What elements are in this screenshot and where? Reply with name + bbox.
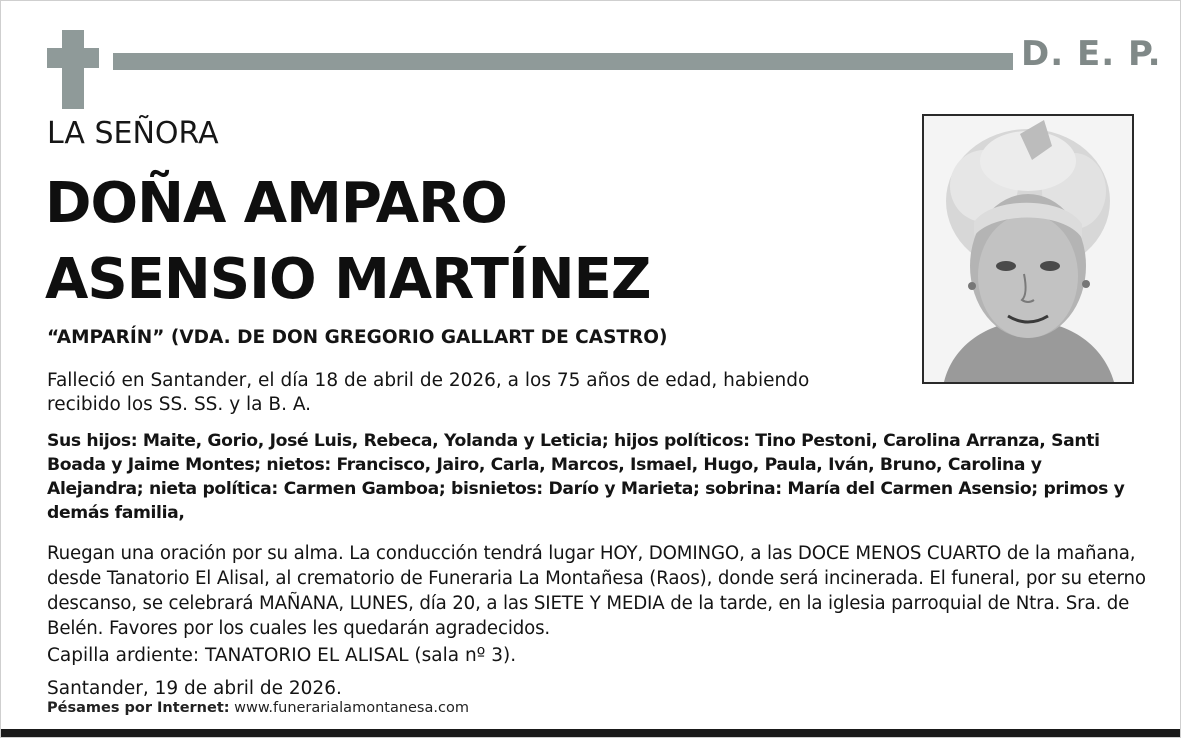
place-date: Santander, 19 de abril de 2026. — [47, 678, 342, 699]
bottom-border — [1, 729, 1181, 738]
death-notice: Falleció en Santander, el día 18 de abril de 2026, a los 75 años de edad, habiendo recibido los SS. SS. y la B. A. — [47, 370, 810, 415]
nickname-subtitle: “AMPARÍN” (VDA. DE DON GREGORIO GALLART DE CASTRO) — [47, 327, 668, 348]
condolences-url[interactable]: www.funerarialamontanesa.com — [234, 700, 469, 716]
family-list: Sus hijos: Maite, Gorio, José Luis, Rebeca, Yolanda y Leticia; hijos políticos: Tino Pestoni, Carolina Arranza, Santi Boada y Jaime Montes; nietos: Francisco, Jairo, Carla, Marcos, Ismael, Hugo, Paula, Iván, Bruno, Carolina y Alejandra; nieta política: Carmen Gamboa; bisnietos: Darío y Marieta; sobrina: María del Carmen Asensio; primos y demás familia, — [47, 431, 1125, 523]
condolences-label: Pésames por Internet: — [47, 700, 230, 716]
portrait-image — [924, 116, 1132, 382]
name-line-2: ASENSIO MARTÍNEZ — [45, 247, 651, 312]
deceased-name — [45, 166, 905, 318]
chapel-info: Capilla ardiente: TANATORIO EL ALISAL (sala nº 3). — [47, 645, 517, 666]
name-line-1: DOÑA AMPARO — [45, 171, 507, 236]
condolences-line — [47, 698, 469, 718]
intro-text: LA SEÑORA — [47, 116, 219, 151]
ceremony-details: Ruegan una oración por su alma. La conducción tendrá lugar HOY, DOMINGO, a las DOCE MENOS CUARTO de la mañana, desde Tanatorio El Alisal, al crematorio de Funeraria La Montañesa (Raos), donde será incinerada. El funeral, por su eterno descanso, se celebrará MAÑANA, LUNES, día 20, a las SIETE Y MEDIA de la tarde, en la iglesia parroquial de Ntra. Sra. de Belén. Favores por los cuales les quedarán agradecidos. — [47, 543, 1146, 639]
dep-heading: D. E. P. — [1021, 34, 1162, 74]
portrait-photo — [922, 114, 1134, 384]
header-rule — [113, 53, 1013, 70]
cross-icon — [62, 30, 84, 109]
cross-icon-arm — [47, 48, 99, 68]
